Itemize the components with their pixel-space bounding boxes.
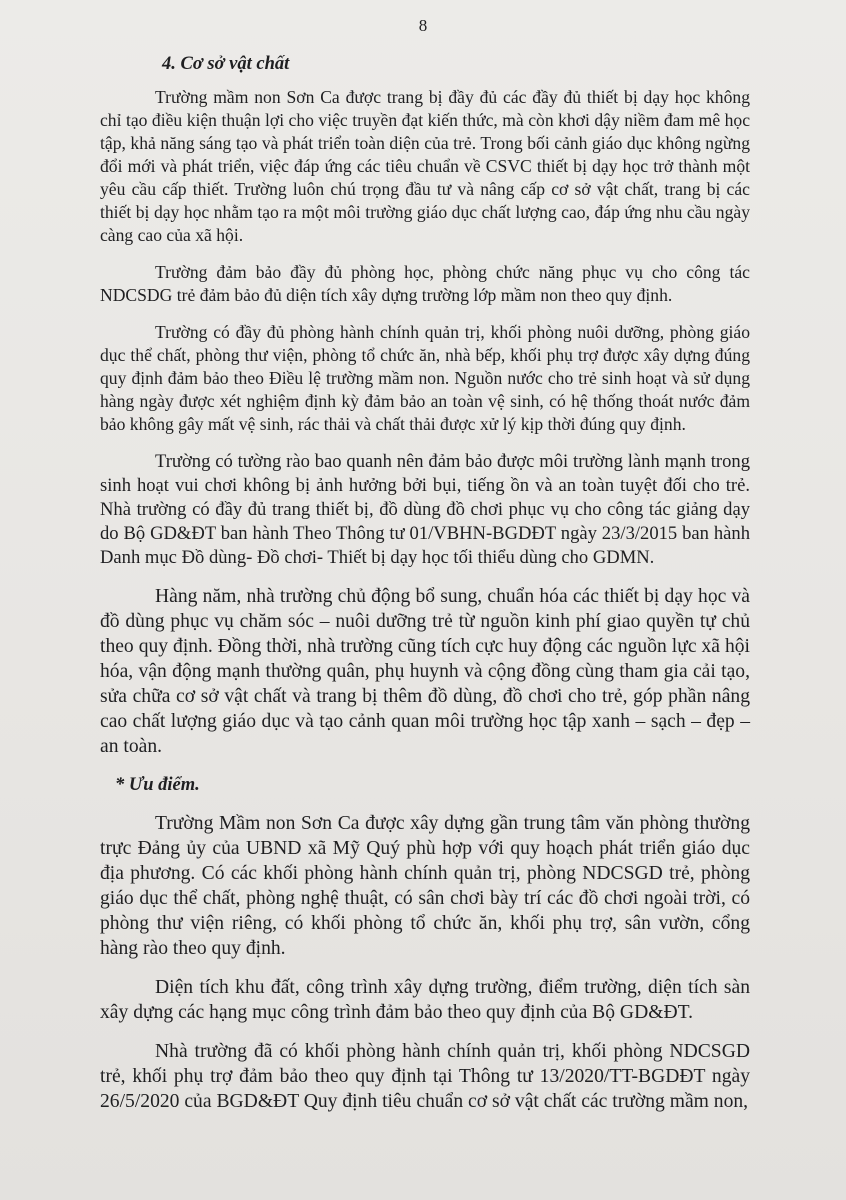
paragraph-fence-equipment: Trường có tường rào bao quanh nên đảm bảo được môi trường lành mạnh trong sinh hoạt vui chơi không bị ảnh hưởng bởi bụi, tiếng ồn và an toàn tuyệt đối cho trẻ. Nhà trường có đầy đủ trang thiết bị, đồ dùng đồ chơi phục vụ cho công tác giảng dạy do Bộ GD&ĐT ban hành Theo Thông tư 01/VBHN-BGDĐT ngày 23/3/2015 ban hành Danh mục Đồ dùng- Đồ chơi- Thiết bị dạy học tối thiểu dùng cho GDMN. <box>100 451 750 568</box>
document-body <box>100 52 750 1128</box>
section-title: 4. Cơ sở vật chất <box>162 54 290 74</box>
paragraph-facilities: Trường có đầy đủ phòng hành chính quản trị, khối phòng nuôi dưỡng, phòng giáo dục thể chất, phòng thư viện, phòng tổ chức ăn, nhà bếp, khối phụ trợ được xây dựng đúng quy định đảm bảo theo Điều lệ trường mầm non. Nguồn nước cho trẻ sinh hoạt và sử dụng hàng ngày được xét nghiệm định kỳ đảm bảo an toàn vệ sinh, có hệ thống thoát nước đảm bảo không gây mất vệ sinh, rác thải và chất thải được xử lý kịp thời đúng quy định. <box>100 322 750 434</box>
paragraph-classrooms: Trường đảm bảo đầy đủ phòng học, phòng chức năng phục vụ cho công tác NDCSDG trẻ đảm bảo đủ diện tích xây dựng trường lớp mầm non theo quy định. <box>100 262 750 305</box>
paragraph-advantages-regulation: Nhà trường đã có khối phòng hành chính quản trị, khối phòng NDCSGD trẻ, khối phụ trợ đảm bảo theo quy định tại Thông tư 13/2020/TT-BGDĐT ngày 26/5/2020 của BGD&ĐT Quy định tiêu chuẩn cơ sở vật chất các trường mầm non, <box>100 1041 750 1112</box>
page-number: 8 <box>418 16 428 35</box>
paragraph-advantages-area: Diện tích khu đất, công trình xây dựng trường, điểm trường, diện tích sàn xây dựng các hạng mục công trình đảm bảo theo quy định của Bộ GD&ĐT. <box>100 977 750 1023</box>
paragraph-advantages-location: Trường Mầm non Sơn Ca được xây dựng gần trung tâm văn phòng thường trực Đảng ủy của UBND xã Mỹ Quý phù hợp với quy hoạch phát triển giáo dục địa phương. Có các khối phòng hành chính quản trị, phòng NDCSGD trẻ, phòng giáo dục thể chất, phòng nghệ thuật, có sân chơi bày trí các đồ chơi ngoài trời, có phòng thư viện riêng, có khối phòng tổ chức ăn, khối phụ trợ, sân vườn, cổng hàng rào theo quy định. <box>100 813 750 959</box>
advantages-heading: * Ưu điểm. <box>115 775 200 795</box>
paragraph-annual-supplement: Hàng năm, nhà trường chủ động bổ sung, chuẩn hóa các thiết bị dạy học và đồ dùng phục vụ chăm sóc – nuôi dưỡng trẻ từ nguồn kinh phí giao quyền tự chủ theo quy định. Đồng thời, nhà trường cũng tích cực huy động các nguồn lực xã hội hóa, vận động mạnh thường quân, phụ huynh và cộng đồng cùng tham gia cải tạo, sửa chữa cơ sở vật chất và trang bị thêm đồ dùng, đồ chơi cho trẻ, góp phần nâng cao chất lượng giáo dục và tạo cảnh quan môi trường học tập xanh – sạch – đẹp – an toàn. <box>100 586 750 757</box>
paragraph-intro: Trường mầm non Sơn Ca được trang bị đầy đủ các đầy đủ thiết bị dạy học không chỉ tạo điều kiện thuận lợi cho việc truyền đạt kiến thức, mà còn khơi dậy niềm đam mê học tập, khả năng sáng tạo và phát triển toàn diện của trẻ. Trong bối cảnh giáo dục không ngừng đổi mới và phát triển, việc đáp ứng các tiêu chuẩn về CSVC thiết bị dạy học trở thành một yêu cầu cấp thiết. Trường luôn chú trọng đầu tư và nâng cấp cơ sở vật chất, trang bị các thiết bị dạy học nhằm tạo ra một môi trường giáo dục chất lượng cao, đáp ứng nhu cầu ngày càng cao của xã hội. <box>100 87 750 245</box>
